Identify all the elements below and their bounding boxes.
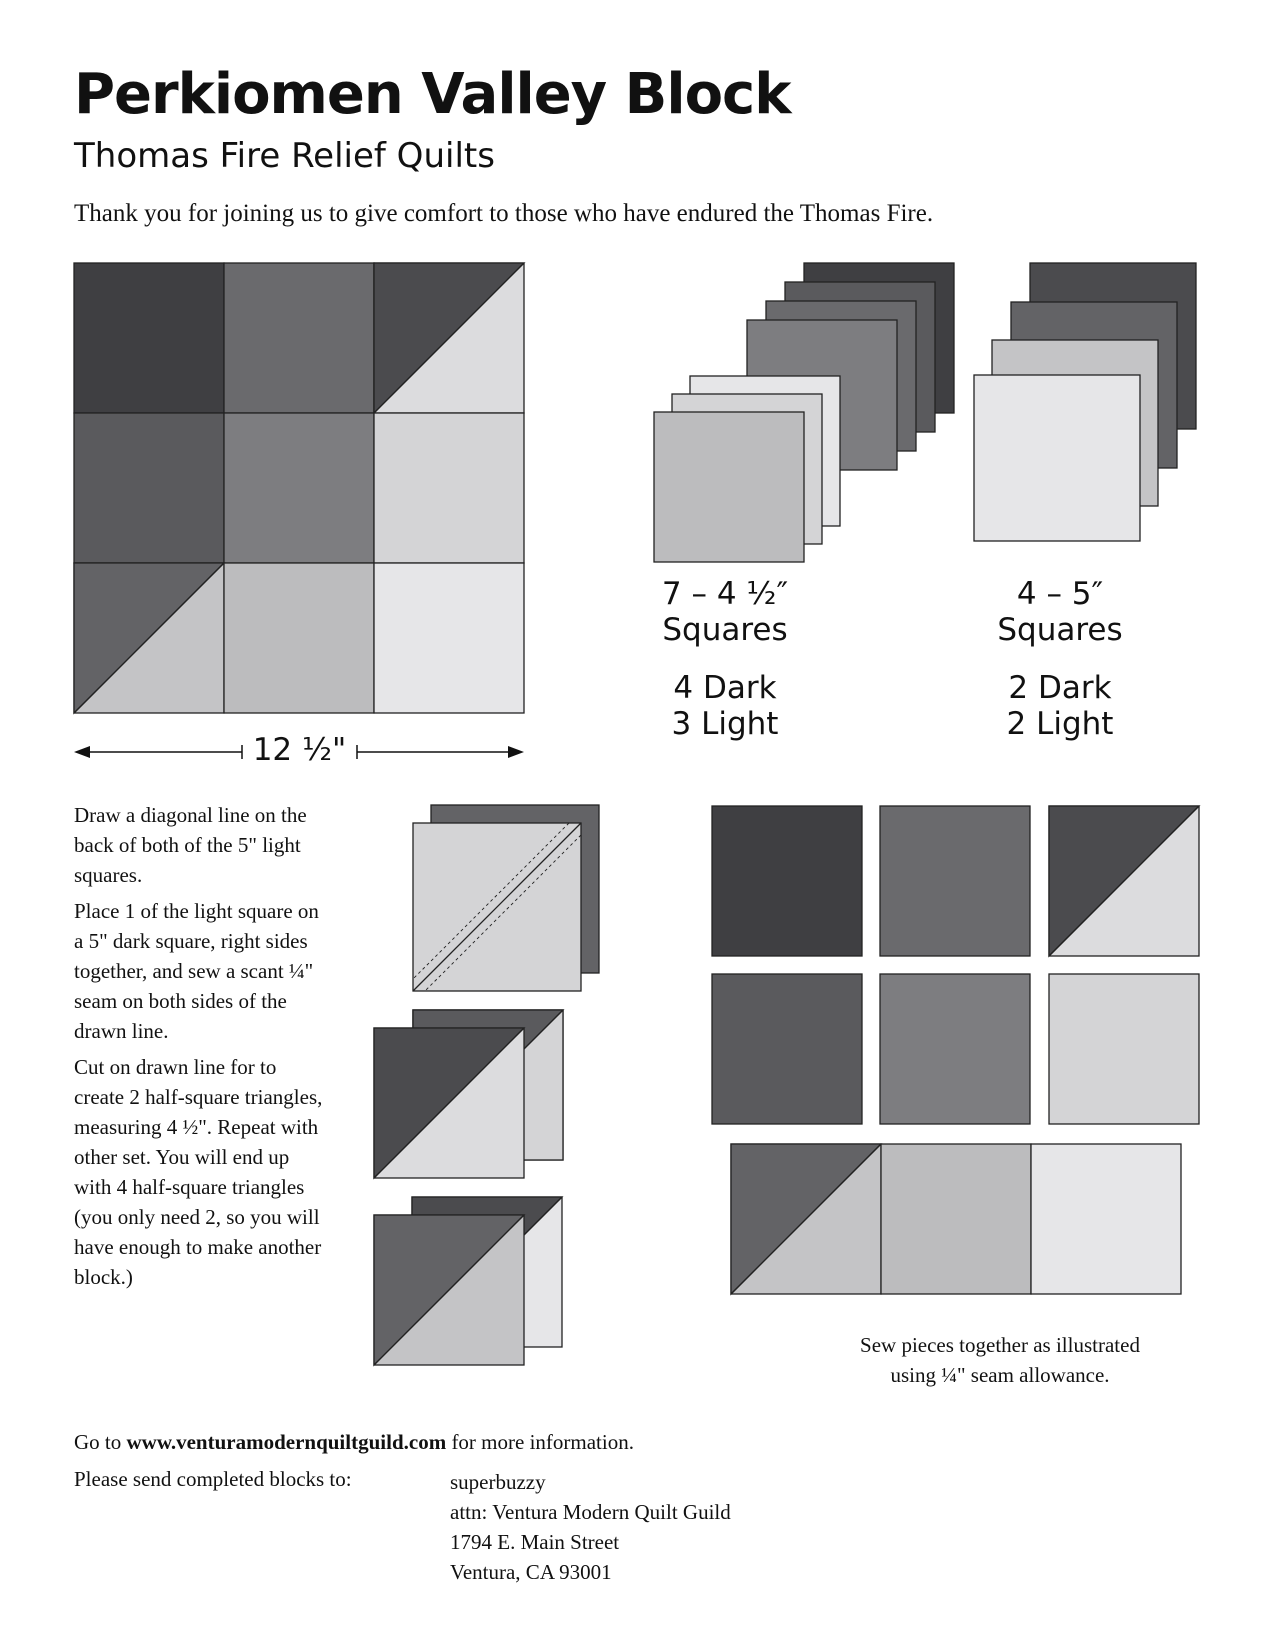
instruction-step-1: Draw a diagonal line on the back of both of the 5" light squares. (74, 803, 307, 887)
assembly-piece (1049, 974, 1199, 1124)
website-suffix: for more information. (451, 1430, 634, 1454)
assembly-piece (712, 974, 862, 1124)
assembly-piece (1031, 1144, 1181, 1294)
cutting-set-b-light: 2 Light (1006, 706, 1114, 742)
cutting-set-a-dark: 4 Dark (673, 670, 777, 706)
cutting-set-a-light: 3 Light (671, 706, 779, 742)
cutting-set-a-breakdown (615, 670, 835, 742)
address-line: attn: Ventura Modern Quilt Guild (450, 1500, 731, 1524)
assembly-piece (881, 1144, 1031, 1294)
block-cell-dark (74, 413, 224, 563)
arrow-left-icon (74, 746, 90, 758)
cutting-set-b-size: 4 – 5″ (1016, 576, 1104, 612)
stack-four-squares (974, 263, 1196, 541)
assembly-piece (712, 806, 862, 956)
instruction-step-3: Cut on drawn line for to create 2 half-square triangles, measuring 4 ½". Repeat with other set. You will end up with 4 half-square triangles (you only need 2, so you will have enough to make another block.) (74, 1055, 323, 1289)
address-line: 1794 E. Main Street (450, 1530, 620, 1554)
mailing-address (450, 1467, 731, 1587)
cutting-set-b-dark: 2 Dark (1008, 670, 1112, 706)
finished-block-diagram (74, 263, 524, 713)
intro-text: Thank you for joining us to give comfort to those who have endured the Thomas Fire. (74, 200, 934, 227)
website-link[interactable]: www.venturamodernquiltguild.com (126, 1430, 447, 1454)
address-line: superbuzzy (450, 1470, 546, 1494)
assembly-piece (880, 806, 1030, 956)
cutting-set-a-size: 7 – 4 ½″ (661, 576, 789, 612)
assembly-piece (880, 974, 1030, 1124)
address-line: Ventura, CA 93001 (450, 1560, 612, 1584)
stack-seven-squares (654, 263, 954, 562)
instruction-step-2: Place 1 of the light square on a 5" dark square, right sides together, and sew a scant ¼" seam on both sides of the drawn line. (74, 899, 319, 1043)
cutting-set-a-unit: Squares (662, 612, 788, 648)
assembly-note-line-2: using ¼" seam allowance. (890, 1363, 1110, 1387)
page-title: Perkiomen Valley Block (74, 62, 791, 127)
cutting-set-a-caption (615, 576, 835, 648)
hst-step-cut-set-2 (374, 1197, 562, 1365)
block-cell-mid (224, 263, 374, 413)
assembly-diagram (712, 806, 1199, 1294)
assembly-note-line-1: Sew pieces together as illustrated (860, 1333, 1140, 1357)
instructions (74, 800, 324, 1298)
block-cell-darkest (74, 263, 224, 413)
page-subtitle: Thomas Fire Relief Quilts (74, 136, 495, 176)
block-cell-lightest (374, 563, 524, 713)
block-cell-mid2 (224, 413, 374, 563)
cutting-set-b-breakdown (950, 670, 1170, 742)
dimension-label: 12 ½" (252, 732, 347, 768)
website-prefix: Go to (74, 1430, 122, 1454)
arrow-right-icon (508, 746, 524, 758)
hst-step-draw-line (413, 805, 599, 991)
send-blocks-label: Please send completed blocks to: (74, 1467, 352, 1491)
cutting-set-b-caption (950, 576, 1170, 648)
cutting-set-b-unit: Squares (997, 612, 1123, 648)
hst-step-cut-set-1 (374, 1010, 563, 1178)
assembly-note (760, 1330, 1240, 1390)
block-cell-mid-light (224, 563, 374, 713)
website-line (74, 1430, 634, 1455)
block-cell-light (374, 413, 524, 563)
